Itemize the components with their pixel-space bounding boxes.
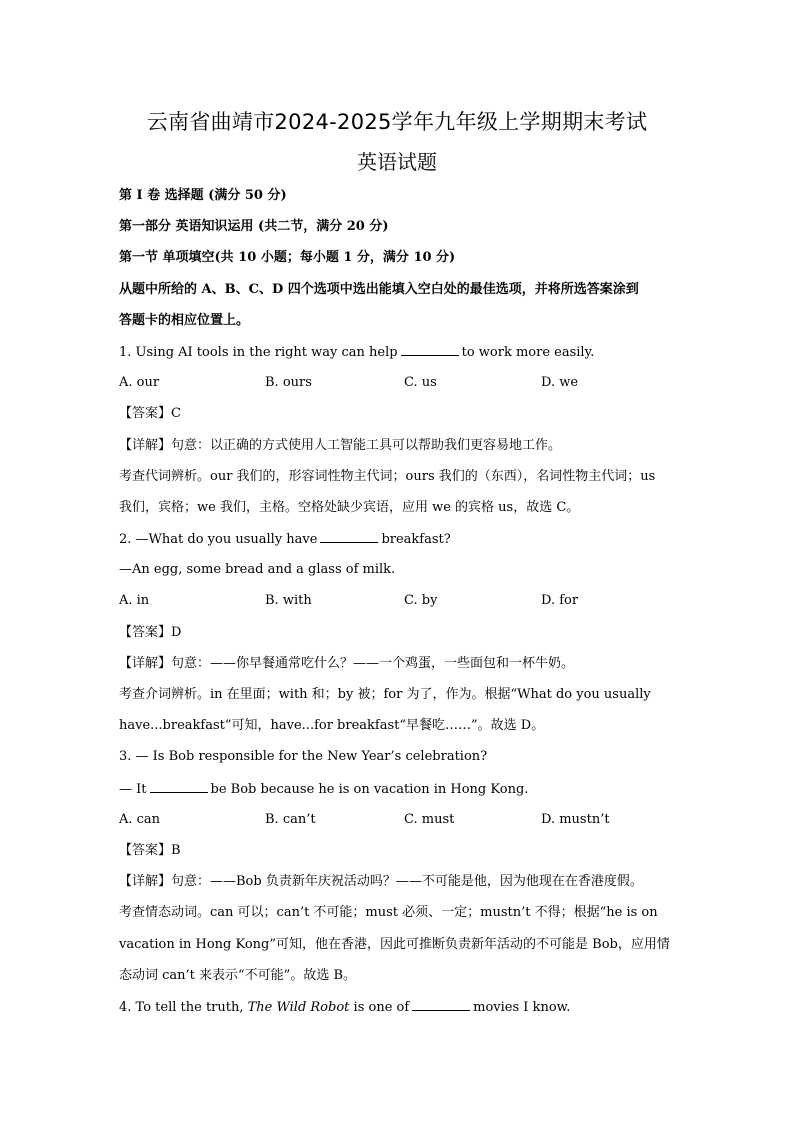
part1-heading: 第 I 卷 选择题 (满分 50 分) [119, 188, 287, 203]
question-2-option-a: A. in [119, 593, 150, 608]
question-2-stem-post: breakfast? [381, 532, 451, 547]
page-subtitle: 英语试题 [357, 150, 437, 174]
instruction-line-2: 答题卡的相应位置上。 [119, 313, 250, 328]
question-3-stem: 3. — Is Bob responsible for the New Year’s celebration? [119, 749, 488, 764]
section1-heading: 第一节 单项填空(共 10 小题；每小题 1 分，满分 10 分) [119, 250, 456, 265]
question-1-explain-3: 我们，宾格；we 我们，主格。空格处缺少宾语，应用 we 的宾格 us，故选 C。 [119, 500, 580, 515]
question-2-reply: —An egg, some bread and a glass of milk. [119, 562, 396, 577]
question-3-option-d: D. mustn’t [541, 812, 610, 827]
question-3-explain-1: 【详解】句意：——Bob 负责新年庆祝活动吗？——不可能是他，因为他现在在香港度假。 [119, 874, 643, 889]
question-1-stem-post: to work more easily. [461, 345, 595, 360]
answer-blank [412, 998, 470, 1011]
answer-blank [401, 343, 459, 356]
instruction-line-1: 从题中所给的 A、B、C、D 四个选项中选出能填入空白处的最佳选项，并将所选答案涂到 [119, 282, 639, 297]
question-1-option-a: A. our [119, 375, 160, 390]
question-4-stem [119, 998, 570, 1017]
question-2-explain-2: 考查介词辨析。in 在里面；with 和；by 被；for 为了，作为。根据“What do you usually [119, 687, 651, 702]
question-2-option-b: B. with [265, 593, 312, 608]
question-1-option-d: D. we [541, 375, 579, 390]
question-1-option-c: C. us [404, 375, 437, 390]
question-1-option-b: B. ours [265, 375, 312, 390]
answer-blank [150, 780, 208, 793]
question-4-stem-mid: is one of [353, 1000, 410, 1015]
question-2-option-c: C. by [404, 593, 438, 608]
question-2-answer: 【答案】D [119, 625, 182, 640]
page-title: 云南省曲靖市2024-2025学年九年级上学期期末考试 [146, 110, 648, 134]
question-1-stem [119, 343, 594, 362]
question-3-option-c: C. must [404, 812, 455, 827]
question-3-option-b: B. can’t [265, 812, 316, 827]
question-3-explain-4: 态动词 can’t 来表示“不可能”。故选 B。 [119, 968, 357, 983]
answer-blank [320, 530, 378, 543]
question-3-explain-2: 考查情态动词。can 可以；can’t 不可能；must 必须、一定；mustn’t 不得；根据“he is on [119, 905, 658, 920]
question-3-reply-post: be Bob because he is on vacation in Hong Kong. [210, 782, 529, 797]
question-2-option-d: D. for [541, 593, 579, 608]
question-2-explain-1: 【详解】句意：——你早餐通常吃什么？——一个鸡蛋，一些面包和一杯牛奶。 [119, 656, 575, 671]
question-3-explain-3: vacation in Hong Kong”可知，他在香港，因此可推断负责新年活动的不可能是 Bob，应用情 [119, 937, 670, 952]
question-4-stem-post: movies I know. [473, 1000, 571, 1015]
question-3-reply [119, 780, 528, 799]
question-3-answer: 【答案】B [119, 843, 181, 858]
question-4-stem-pre: 4. To tell the truth, [119, 1000, 244, 1015]
question-2-stem-pre: 2. —What do you usually have [119, 532, 318, 547]
movie-title: The Wild Robot [247, 1000, 350, 1015]
part1-sub-heading: 第一部分 英语知识运用 (共二节，满分 20 分) [119, 219, 389, 234]
question-3-reply-pre: — It [119, 782, 147, 797]
question-1-stem-pre: 1. Using AI tools in the right way can help [119, 345, 398, 360]
question-3-option-a: A. can [119, 812, 161, 827]
question-1-answer: 【答案】C [119, 406, 181, 421]
question-2-stem [119, 530, 451, 549]
question-1-explain-2: 考查代词辨析。our 我们的，形容词性物主代词；ours 我们的（东西），名词性物主代词；us [119, 469, 656, 484]
question-2-explain-3: have...breakfast”可知，have...for breakfast“早餐吃……”。故选 D。 [119, 718, 545, 733]
question-1-explain-1: 【详解】句意：以正确的方式使用人工智能工具可以帮助我们更容易地工作。 [119, 438, 562, 453]
